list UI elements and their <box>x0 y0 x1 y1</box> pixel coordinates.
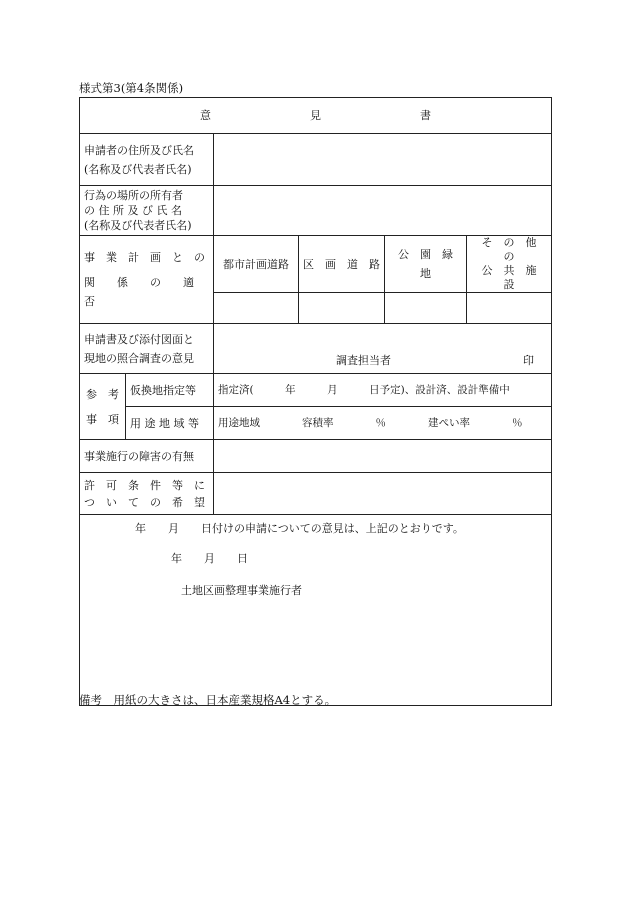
form-number: 様式第3(第4条関係) <box>79 81 184 95</box>
owner-label-line3: (名称及び代表者氏名) <box>84 219 192 232</box>
applicant-label <box>80 134 214 186</box>
survey-label-line2: 現地の照合調査の意見 <box>84 351 194 365</box>
ref-zoning-value[interactable]: 用途地域 容積率 ％ 建ぺい率 ％ <box>214 407 552 440</box>
plan-block-road-field[interactable] <box>299 293 385 324</box>
owner-label <box>80 186 214 236</box>
statement-area <box>80 515 552 706</box>
plan-city-road-field[interactable] <box>214 293 299 324</box>
reference-label <box>80 374 126 440</box>
plan-col-other <box>467 236 552 293</box>
plan-other-field[interactable] <box>467 293 552 324</box>
condition-field[interactable] <box>214 473 552 515</box>
plan-relation-label <box>80 236 214 324</box>
condition-label-line1: 許 可 条 件 等 に <box>84 478 205 492</box>
owner-label-line1: 行為の場所の所有者 <box>84 189 183 202</box>
ref-zoning-label: 用 途 地 域 等 <box>126 407 214 440</box>
plan-col-park: 公 園 緑 地 <box>385 236 467 293</box>
applicant-field[interactable] <box>214 134 552 186</box>
plan-col-other-line1: そ の 他 の <box>481 236 548 263</box>
statement-executor: 土地区画整理事業施行者 <box>181 584 302 597</box>
survey-field[interactable] <box>214 324 552 374</box>
plan-label-line2: 関 係 の 適 否 <box>84 276 216 308</box>
hindrance-label: 事業施行の障害の有無 <box>80 440 214 473</box>
statement-date: 年 月 日 <box>171 552 248 565</box>
plan-col-block-road: 区 画 道 路 <box>299 236 385 293</box>
owner-label-line2: の 住 所 及 び 氏 名 <box>84 204 182 217</box>
reference-label-line1: 参 考 <box>86 387 119 401</box>
survey-label <box>80 324 214 374</box>
applicant-label-line2: (名称及び代表者氏名) <box>84 162 192 176</box>
survey-seal-mark: 印 <box>523 354 534 367</box>
survey-officer-label: 調査担当者 <box>336 354 391 367</box>
condition-label-line2: つ い て の 希 望 <box>84 495 205 509</box>
statement-line1: 年 月 日付けの申請についての意見は、上記のとおりです。 <box>135 522 464 535</box>
opinion-form-table <box>79 97 552 706</box>
form-title: 意 見 書 <box>80 98 552 134</box>
ref-temp-replot-label: 仮換地指定等 <box>126 374 214 407</box>
reference-label-line2: 事 項 <box>86 412 119 426</box>
condition-label <box>80 473 214 515</box>
plan-park-field[interactable] <box>385 293 467 324</box>
plan-label-line1: 事 業 計 画 と の <box>84 251 205 264</box>
hindrance-field[interactable] <box>214 440 552 473</box>
plan-col-city-road: 都市計画道路 <box>214 236 299 293</box>
survey-label-line1: 申請書及び添付図面と <box>84 332 194 346</box>
plan-col-other-line2: 公 共 施 設 <box>481 264 548 291</box>
remark-note: 備考 用紙の大きさは、日本産業規格A4とする。 <box>79 693 337 707</box>
ref-temp-replot-value[interactable]: 指定済( 年 月 日予定)、設計済、設計準備中 <box>214 374 552 407</box>
owner-field[interactable] <box>214 186 552 236</box>
applicant-label-line1: 申請者の住所及び氏名 <box>84 143 194 157</box>
